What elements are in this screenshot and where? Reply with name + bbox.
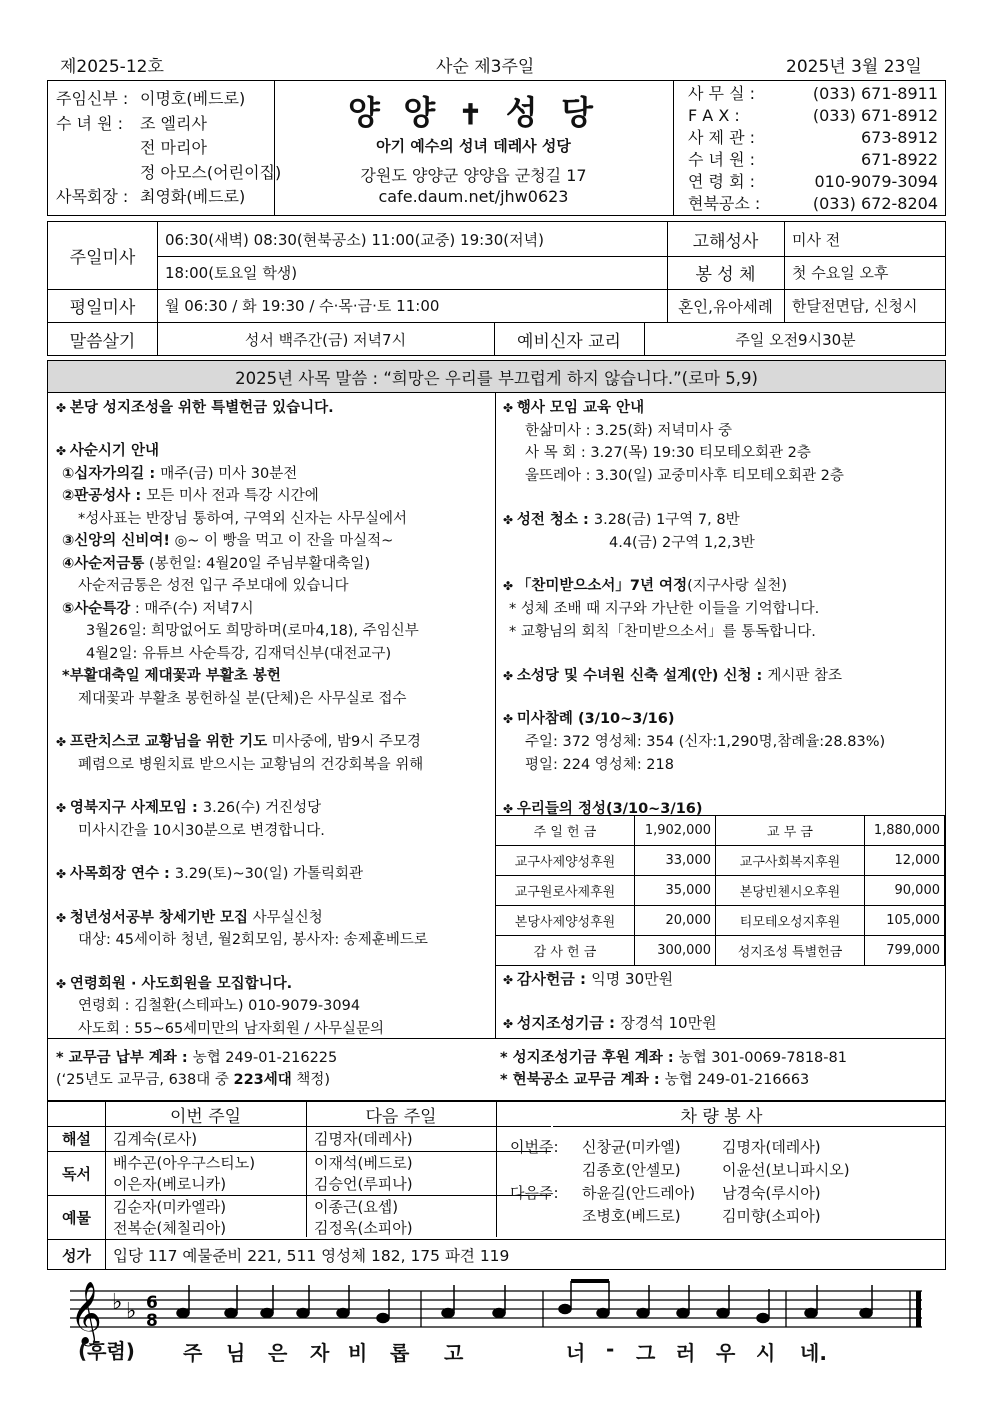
- notice-line: [86, 642, 391, 663]
- contact-value: (033) 671-8911: [812, 84, 938, 103]
- notice-line: [503, 707, 674, 728]
- notice-line: [62, 597, 254, 618]
- contact-row: [688, 193, 938, 215]
- notice-heading: ⑤사순특강: [62, 600, 131, 617]
- sunday-mass-times: 06:30(새벽) 08:30(현북공소) 11:00(교중) 19:30(저녁): [165, 230, 544, 249]
- vehicle-row: [510, 1136, 850, 1159]
- holyland-account-value: 농협 301-0069-7818-81: [678, 1050, 847, 1066]
- contact-value: 673-8912: [860, 128, 938, 147]
- svg-text:8: 8: [146, 1311, 158, 1331]
- offering-cell: 90,000: [865, 876, 945, 906]
- mission-account-value: 농협 249-01-216663: [664, 1072, 810, 1088]
- contact-value: (033) 671-8912: [812, 106, 938, 125]
- notice-line: [503, 508, 740, 529]
- lyric-syllable: 러: [676, 1341, 696, 1365]
- notice-line: [62, 462, 297, 483]
- diamond-bullet-icon: ✤: [503, 1017, 517, 1031]
- notice-line: [509, 597, 819, 618]
- vehicle-row: [510, 1182, 850, 1205]
- notice-text: 사 목 회 : 3.27(목) 19:30 티모테오회관 2층: [525, 445, 811, 462]
- offerings-table: [495, 815, 945, 966]
- offering-cell: 주 일 헌 금: [496, 816, 635, 846]
- notice-line: [609, 531, 755, 552]
- notice-text: 미사시간을 10시30분으로 변경합니다.: [78, 822, 325, 839]
- holyland-account-label: 성지조성기금 후원 계좌 :: [512, 1050, 679, 1066]
- contact-value: 010-9079-3094: [814, 172, 938, 191]
- notice-heading: 「찬미받으소서」7년 여정: [516, 578, 688, 595]
- bulletin-date: 2025년 3월 23일: [786, 57, 922, 77]
- thanks-offering-value: 익명 30만원: [591, 970, 674, 988]
- next-week-header: 다음 주일: [365, 1106, 437, 1127]
- notice-heading: ①십자가의길 :: [62, 465, 161, 482]
- thanks-offering-label: 감사헌금 :: [516, 970, 592, 988]
- staff-list: [56, 87, 281, 210]
- church-name-char: 양: [403, 93, 442, 132]
- notice-line: [78, 574, 349, 595]
- church-url[interactable]: cafe.daum.net/jhw0623: [378, 187, 569, 206]
- notice-line: [78, 928, 428, 949]
- notice-text: 울뜨레아 : 3.30(일) 교중미사후 티모테오회관 2층: [525, 468, 844, 485]
- hymn-numbers: 입당 117 예물준비 221, 511 영성체 182, 175 파견 119: [113, 1247, 510, 1265]
- vehicle-driver: 조병호(베드로): [582, 1207, 681, 1225]
- offering-cell: 20,000: [635, 906, 716, 936]
- roster-next-week: 이종근(요셉): [314, 1198, 399, 1216]
- offering-cell: 105,000: [865, 906, 945, 936]
- notice-text: 모든 미사 전과 특강 시간에: [146, 488, 319, 505]
- roster-box: [47, 1101, 946, 1270]
- lyric-syllable: 시: [756, 1341, 776, 1365]
- staff-row: [56, 87, 281, 112]
- notice-line: [62, 529, 393, 550]
- staff-role: 사목회장 :: [56, 187, 129, 206]
- contact-label: 연 령 회 :: [688, 172, 756, 191]
- mission-account-label: 현북공소 교무금 계좌 :: [512, 1072, 665, 1088]
- notice-line: [56, 396, 334, 417]
- holyland-account-line: [500, 1046, 847, 1067]
- mission-account-line: [500, 1068, 809, 1089]
- diamond-bullet-icon: ✤: [56, 444, 70, 459]
- diamond-bullet-icon: ✤: [56, 801, 70, 816]
- this-week-header: 이번 주일: [169, 1106, 242, 1127]
- treble-clef-icon: 𝄞: [70, 1281, 102, 1344]
- contact-label: F A X :: [688, 106, 740, 125]
- notice-heading: 행사 모임 교육 안내: [516, 400, 645, 416]
- notice-line: [503, 664, 842, 685]
- notice-line: [86, 619, 419, 640]
- notice-text: 미사중에, 밤9시 주모경: [267, 734, 421, 751]
- tithe-note-c: 책정): [291, 1072, 331, 1088]
- diamond-bullet-icon: ✤: [503, 973, 517, 987]
- contact-row: [688, 105, 938, 127]
- flat-icon: ♭: [112, 1290, 123, 1315]
- diamond-bullet-icon: ✤: [56, 910, 70, 925]
- offering-cell: 감 사 헌 금: [496, 936, 635, 966]
- diamond-bullet-icon: ✤: [503, 579, 517, 594]
- offering-cell: 799,000: [865, 936, 945, 966]
- tithe-account-value: 농협 249-01-216225: [192, 1050, 338, 1066]
- notice-text: * 성체 조배 때 지구와 가난한 이들을 기억합니다.: [509, 601, 820, 618]
- church-info-box: [47, 80, 946, 216]
- notice-line: [78, 819, 325, 840]
- saturday-mass-time: 18:00(토요일 학생): [165, 264, 298, 282]
- pastoral-motto-bar: [47, 360, 946, 393]
- offering-cell: 교 무 금: [716, 816, 865, 846]
- offerings-row: [496, 906, 945, 936]
- contact-row: [688, 149, 938, 171]
- church-name-char: 당: [561, 93, 600, 132]
- notice-line: [525, 464, 844, 485]
- offering-cell: 교구원로사제후원: [496, 876, 635, 906]
- holyland-fund-label: 성지조성기금 :: [516, 1014, 621, 1032]
- offerings-row: [496, 816, 945, 846]
- tithe-note-line: [56, 1068, 330, 1089]
- notice-heading: 성전 청소 :: [516, 511, 594, 528]
- flat-icon: ♭: [126, 1299, 137, 1324]
- contact-row: [688, 127, 938, 149]
- notice-line: [78, 994, 360, 1015]
- staff-name: 조 엘리사: [140, 113, 207, 133]
- diamond-bullet-icon: ✤: [503, 712, 517, 727]
- contact-list: [688, 83, 938, 215]
- notice-text: 폐렴으로 병원치료 받으시는 교황님의 건강회복을 위해: [78, 756, 424, 773]
- vehicle-driver: 김미향(소피아): [722, 1207, 821, 1225]
- notice-text: : 매주(수) 저녁7시: [130, 600, 254, 617]
- notice-text: * 교황님의 회칙「찬미받으소서」를 통독합니다.: [509, 623, 816, 640]
- communion-label: 봉 성 체: [695, 265, 756, 285]
- lyric-syllable: -: [606, 1337, 615, 1361]
- liturgical-season: 사순 제3주일: [436, 57, 535, 77]
- staff-row: [56, 112, 281, 137]
- church-subtitle: 아기 예수의 성녀 데레사 성당: [376, 137, 571, 155]
- notice-text: 제대꽃과 부활초 봉헌하실 분(단체)은 사무실로 접수: [78, 690, 407, 707]
- notice-text: 사무실신청: [248, 909, 323, 926]
- vehicle-row: [510, 1159, 850, 1182]
- lyric-syllable: 고: [444, 1341, 464, 1365]
- offerings-row: [496, 846, 945, 876]
- notice-text: 3.26(수) 거진성당: [202, 800, 322, 817]
- wedding-baptism-label: 혼인,유아세례: [678, 297, 773, 316]
- notice-text: 주일: 372 영성체: 354 (신자:1,290명,참례율:28.83%): [525, 734, 886, 751]
- staff-role: 수 녀 원 :: [56, 113, 124, 133]
- diamond-bullet-icon: ✤: [503, 401, 517, 415]
- contact-row: [688, 171, 938, 193]
- offering-cell: 1,880,000: [865, 816, 945, 846]
- diamond-bullet-icon: ✤: [503, 801, 517, 816]
- lyric-syllable: 너: [566, 1341, 586, 1365]
- roster-next-week: 김승언(루피나): [314, 1175, 413, 1193]
- staff-row: [56, 136, 281, 161]
- notice-text: 한삶미사 : 3.25(화) 저녁미사 중: [525, 422, 732, 439]
- contact-value: (033) 672-8204: [812, 194, 938, 213]
- offering-cell: 본당사제양성후원: [496, 906, 635, 936]
- asterisk-icon: *: [500, 1072, 513, 1088]
- notice-line: [62, 484, 319, 505]
- notice-line: [56, 439, 159, 460]
- roster-row-label: 독서: [62, 1164, 91, 1183]
- refrain-label: (후렴): [78, 1339, 135, 1363]
- music-notes: [177, 1281, 872, 1323]
- roster-next-week: 이재석(베드로): [314, 1154, 413, 1172]
- contact-label: 수 녀 원 :: [688, 150, 756, 169]
- notice-heading: 소성당 및 수녀원 신축 설계(안) 신청 :: [516, 667, 768, 684]
- contact-row: [688, 83, 938, 105]
- lyric-syllable: 롭: [390, 1341, 410, 1365]
- hymn-label: 성가: [62, 1246, 91, 1265]
- weekday-mass-times: 월 06:30 / 화 19:30 / 수·목·금·토 11:00: [165, 297, 440, 315]
- offering-cell: 성지조성 특별헌금: [716, 936, 865, 966]
- communion-value: 첫 수요일 오후: [792, 264, 889, 282]
- staff-role: [56, 136, 140, 161]
- diamond-bullet-icon: ✤: [503, 668, 517, 683]
- holyland-fund-value: 장경석 10만원: [620, 1014, 717, 1032]
- notice-line: [503, 396, 644, 417]
- church-name: [274, 87, 673, 134]
- roster-this-week: 이은자(베로니카): [113, 1175, 227, 1193]
- holyland-fund-line: [503, 1012, 717, 1033]
- vehicle-driver: 김명자(데레사): [722, 1138, 821, 1156]
- notice-text: 3.28(금) 1구역 7, 8반: [593, 511, 740, 528]
- vehicle-driver: 하윤길(안드레아): [582, 1184, 696, 1202]
- notice-line: [56, 730, 421, 751]
- notice-heading: ④사순저금통: [62, 555, 145, 572]
- notice-text: 연령회 : 김철환(스테파노) 010-9079-3094: [78, 998, 361, 1015]
- diamond-bullet-icon: ✤: [56, 867, 70, 882]
- offering-cell: 33,000: [635, 846, 716, 876]
- notice-line: [78, 687, 407, 708]
- notice-heading: 미사참례 (3/10~3/16): [516, 711, 675, 728]
- roster-next-week: 김명자(데레사): [314, 1130, 413, 1148]
- offering-cell: 35,000: [635, 876, 716, 906]
- roster-row-label: 예물: [62, 1208, 91, 1227]
- notice-text: (봉헌일: 4월20일 주님부활대축일): [144, 555, 371, 572]
- diamond-bullet-icon: ✤: [56, 735, 70, 750]
- notice-text: 사도회 : 55~65세미만의 남자회원 / 사무실문의: [78, 1020, 384, 1037]
- church-name-char: 성: [505, 93, 544, 132]
- lyric-syllable: 네.: [800, 1341, 827, 1365]
- asterisk-icon: *: [500, 1050, 513, 1066]
- roster-this-week: 전복순(체칠리아): [113, 1219, 227, 1237]
- confession-label: 고해성사: [692, 231, 759, 252]
- contact-label: 사 무 실 :: [688, 84, 756, 103]
- notice-text: 4월2일: 유튜브 사순특강, 김재덕신부(대전교구): [86, 645, 392, 662]
- tithe-account-label: 교무금 납부 계좌 :: [68, 1050, 193, 1066]
- lyric-syllable: 비: [348, 1341, 368, 1365]
- notice-text: 대상: 45세이하 청년, 월2회모임, 봉사자: 송제훈베드로: [78, 932, 428, 949]
- thanks-offering-line: [503, 968, 673, 989]
- staff-name: 이명호(베드로): [140, 89, 246, 108]
- vehicle-driver: 김종호(안셀모): [582, 1161, 681, 1179]
- vehicle-week-label: [510, 1159, 582, 1182]
- church-address: 강원도 양양군 양양읍 군청길 17: [360, 166, 587, 185]
- roster-this-week: 김계숙(로사): [113, 1130, 198, 1148]
- church-name-char: 양: [347, 93, 386, 132]
- notice-heading: 연령회원 · 사도회원을 모집합니다.: [69, 975, 293, 992]
- notice-heading: 본당 성지조성을 위한 특별헌금 있습니다.: [69, 400, 334, 416]
- offering-cell: 티모테오성지후원: [716, 906, 865, 936]
- notice-line: [62, 664, 281, 685]
- offerings-row: [496, 936, 945, 966]
- notice-line: [56, 906, 323, 927]
- notice-text: 매주(금) 미사 30분전: [160, 465, 298, 482]
- staff-role: [56, 161, 140, 186]
- diamond-bullet-icon: ✤: [56, 976, 70, 991]
- vehicle-driver: 남경숙(루시아): [722, 1184, 821, 1202]
- notice-text: 사순저금통은 성전 입구 주보대에 있습니다: [78, 578, 349, 595]
- offerings-row: [496, 876, 945, 906]
- lyric-syllable: 우: [716, 1341, 736, 1365]
- offering-cell: 교구사회복지후원: [716, 846, 865, 876]
- notice-line: [525, 730, 885, 751]
- notice-line: [509, 620, 816, 641]
- notice-line: [78, 753, 423, 774]
- staff-name: 전 마리아: [140, 138, 207, 157]
- notice-line: [62, 552, 370, 573]
- offering-cell: 12,000: [865, 846, 945, 876]
- vehicle-week-label: 이번주:: [510, 1138, 559, 1156]
- schedule-grid: [47, 221, 946, 356]
- notice-text: (지구사랑 실천): [687, 578, 788, 595]
- catechumen-value: 주일 오전9시30분: [735, 331, 856, 349]
- sunday-mass-label: 주일미사: [69, 248, 136, 268]
- diamond-bullet-icon: ✤: [56, 401, 70, 415]
- issue-number: 제2025-12호: [60, 57, 164, 77]
- notice-text: 게시판 참조: [767, 667, 843, 684]
- refrain-lyrics: [0, 1337, 992, 1365]
- notice-text: 4.4(금) 2구역 1,2,3반: [609, 534, 755, 551]
- offering-cell: 본당빈첸시오후원: [716, 876, 865, 906]
- wedding-baptism-value: 한달전면담, 신청시: [792, 297, 918, 315]
- notice-heading: ③신앙의 신비여!: [62, 533, 170, 550]
- lyric-syllable: 자: [310, 1341, 330, 1365]
- contact-label: 현북공소 :: [688, 194, 761, 213]
- tithe-note-b: 223세대: [233, 1072, 292, 1088]
- notice-line: [503, 574, 787, 595]
- notice-heading: 우리들의 정성(3/10~3/16): [516, 800, 703, 817]
- roster-this-week: 배수곤(아우구스티노): [113, 1154, 256, 1172]
- roster-next-week: 김정옥(소피아): [314, 1219, 413, 1237]
- notice-line: [56, 972, 292, 993]
- asterisk-icon: *: [56, 1050, 69, 1066]
- catechumen-label: 예비신자 교리: [517, 332, 621, 352]
- notice-text: *성사표는 반장님 통하여, 구역외 신자는 사무실에서: [78, 510, 408, 527]
- pastoral-motto: 2025년 사목 말씀 : “희망은 우리를 부끄럽게 하지 않습니다.”(로마 5,9): [235, 368, 758, 388]
- word-living-value: 성서 백주간(금) 저녁7시: [244, 331, 407, 349]
- staff-row: [56, 185, 281, 210]
- notice-line: [78, 507, 407, 528]
- notice-text: 3.29(토)~30(일) 가톨릭회관: [174, 866, 364, 883]
- staff-name: 최영화(베드로): [140, 187, 246, 206]
- notice-text: 3월26일: 희망없어도 희망하며(로마4,18), 주임신부: [86, 623, 419, 640]
- notice-line: [56, 862, 363, 883]
- tithe-account-line: [56, 1046, 337, 1067]
- vehicle-row: [510, 1205, 850, 1228]
- vehicle-week-label: [510, 1205, 582, 1228]
- notice-line: [525, 441, 811, 462]
- notice-text: ◎~ 이 빵을 먹고 이 잔을 마실적~: [169, 533, 394, 550]
- vehicle-driver: 신창균(미카엘): [582, 1138, 681, 1156]
- notice-heading: 영북지구 사제모임 :: [69, 800, 203, 817]
- vehicle-service-header: 차 량 봉 사: [680, 1106, 763, 1127]
- lyric-syllable: 그: [636, 1341, 656, 1365]
- roster-row-label: 해설: [62, 1130, 91, 1148]
- vehicle-week-label: 다음주:: [510, 1184, 559, 1202]
- svg-text:6: 6: [146, 1293, 158, 1313]
- word-living-label: 말씀살기: [69, 332, 136, 352]
- lyric-syllable: 주: [183, 1341, 203, 1365]
- notice-heading: *부활대축일 제대꽃과 부활초 봉헌: [62, 668, 281, 685]
- notice-heading: 프란치스코 교황님을 위한 기도: [69, 734, 268, 751]
- notice-line: [56, 796, 321, 817]
- lyric-syllable: 은: [268, 1341, 288, 1365]
- staff-name: 정 아모스(어린이집): [140, 162, 282, 182]
- contact-value: 671-8922: [860, 150, 938, 169]
- offering-cell: 300,000: [635, 936, 716, 966]
- roster-this-week: 김순자(미카엘라): [113, 1198, 227, 1216]
- weekday-mass-label: 평일미사: [69, 298, 136, 318]
- vehicle-driver: 이윤선(보니파시오): [722, 1161, 850, 1179]
- confession-value: 미사 전: [792, 230, 841, 249]
- offering-cell: 1,902,000: [635, 816, 716, 846]
- diamond-bullet-icon: ✤: [503, 512, 517, 527]
- notice-heading: 사목회장 연수 :: [69, 866, 175, 883]
- notice-heading: 사순시기 안내: [69, 443, 159, 460]
- notice-line: [78, 1017, 384, 1038]
- tithe-note-a: (‘25년도 교무금, 638대 중: [56, 1072, 234, 1088]
- staff-role: 주임신부 :: [56, 89, 129, 108]
- notice-heading: ②판공성사 :: [62, 488, 147, 505]
- cross-icon: ✝: [458, 98, 489, 131]
- notice-text: 평일: 224 영성체: 218: [525, 756, 674, 773]
- staff-row: [56, 161, 281, 186]
- contact-label: 사 제 관 :: [688, 128, 756, 147]
- offering-cell: 교구사제양성후원: [496, 846, 635, 876]
- lyric-syllable: 님: [226, 1341, 246, 1365]
- vehicle-service-list: [510, 1136, 850, 1228]
- notice-line: [525, 753, 674, 774]
- notice-line: [525, 419, 732, 440]
- notice-heading: 청년성서공부 창세기반 모집: [69, 909, 249, 926]
